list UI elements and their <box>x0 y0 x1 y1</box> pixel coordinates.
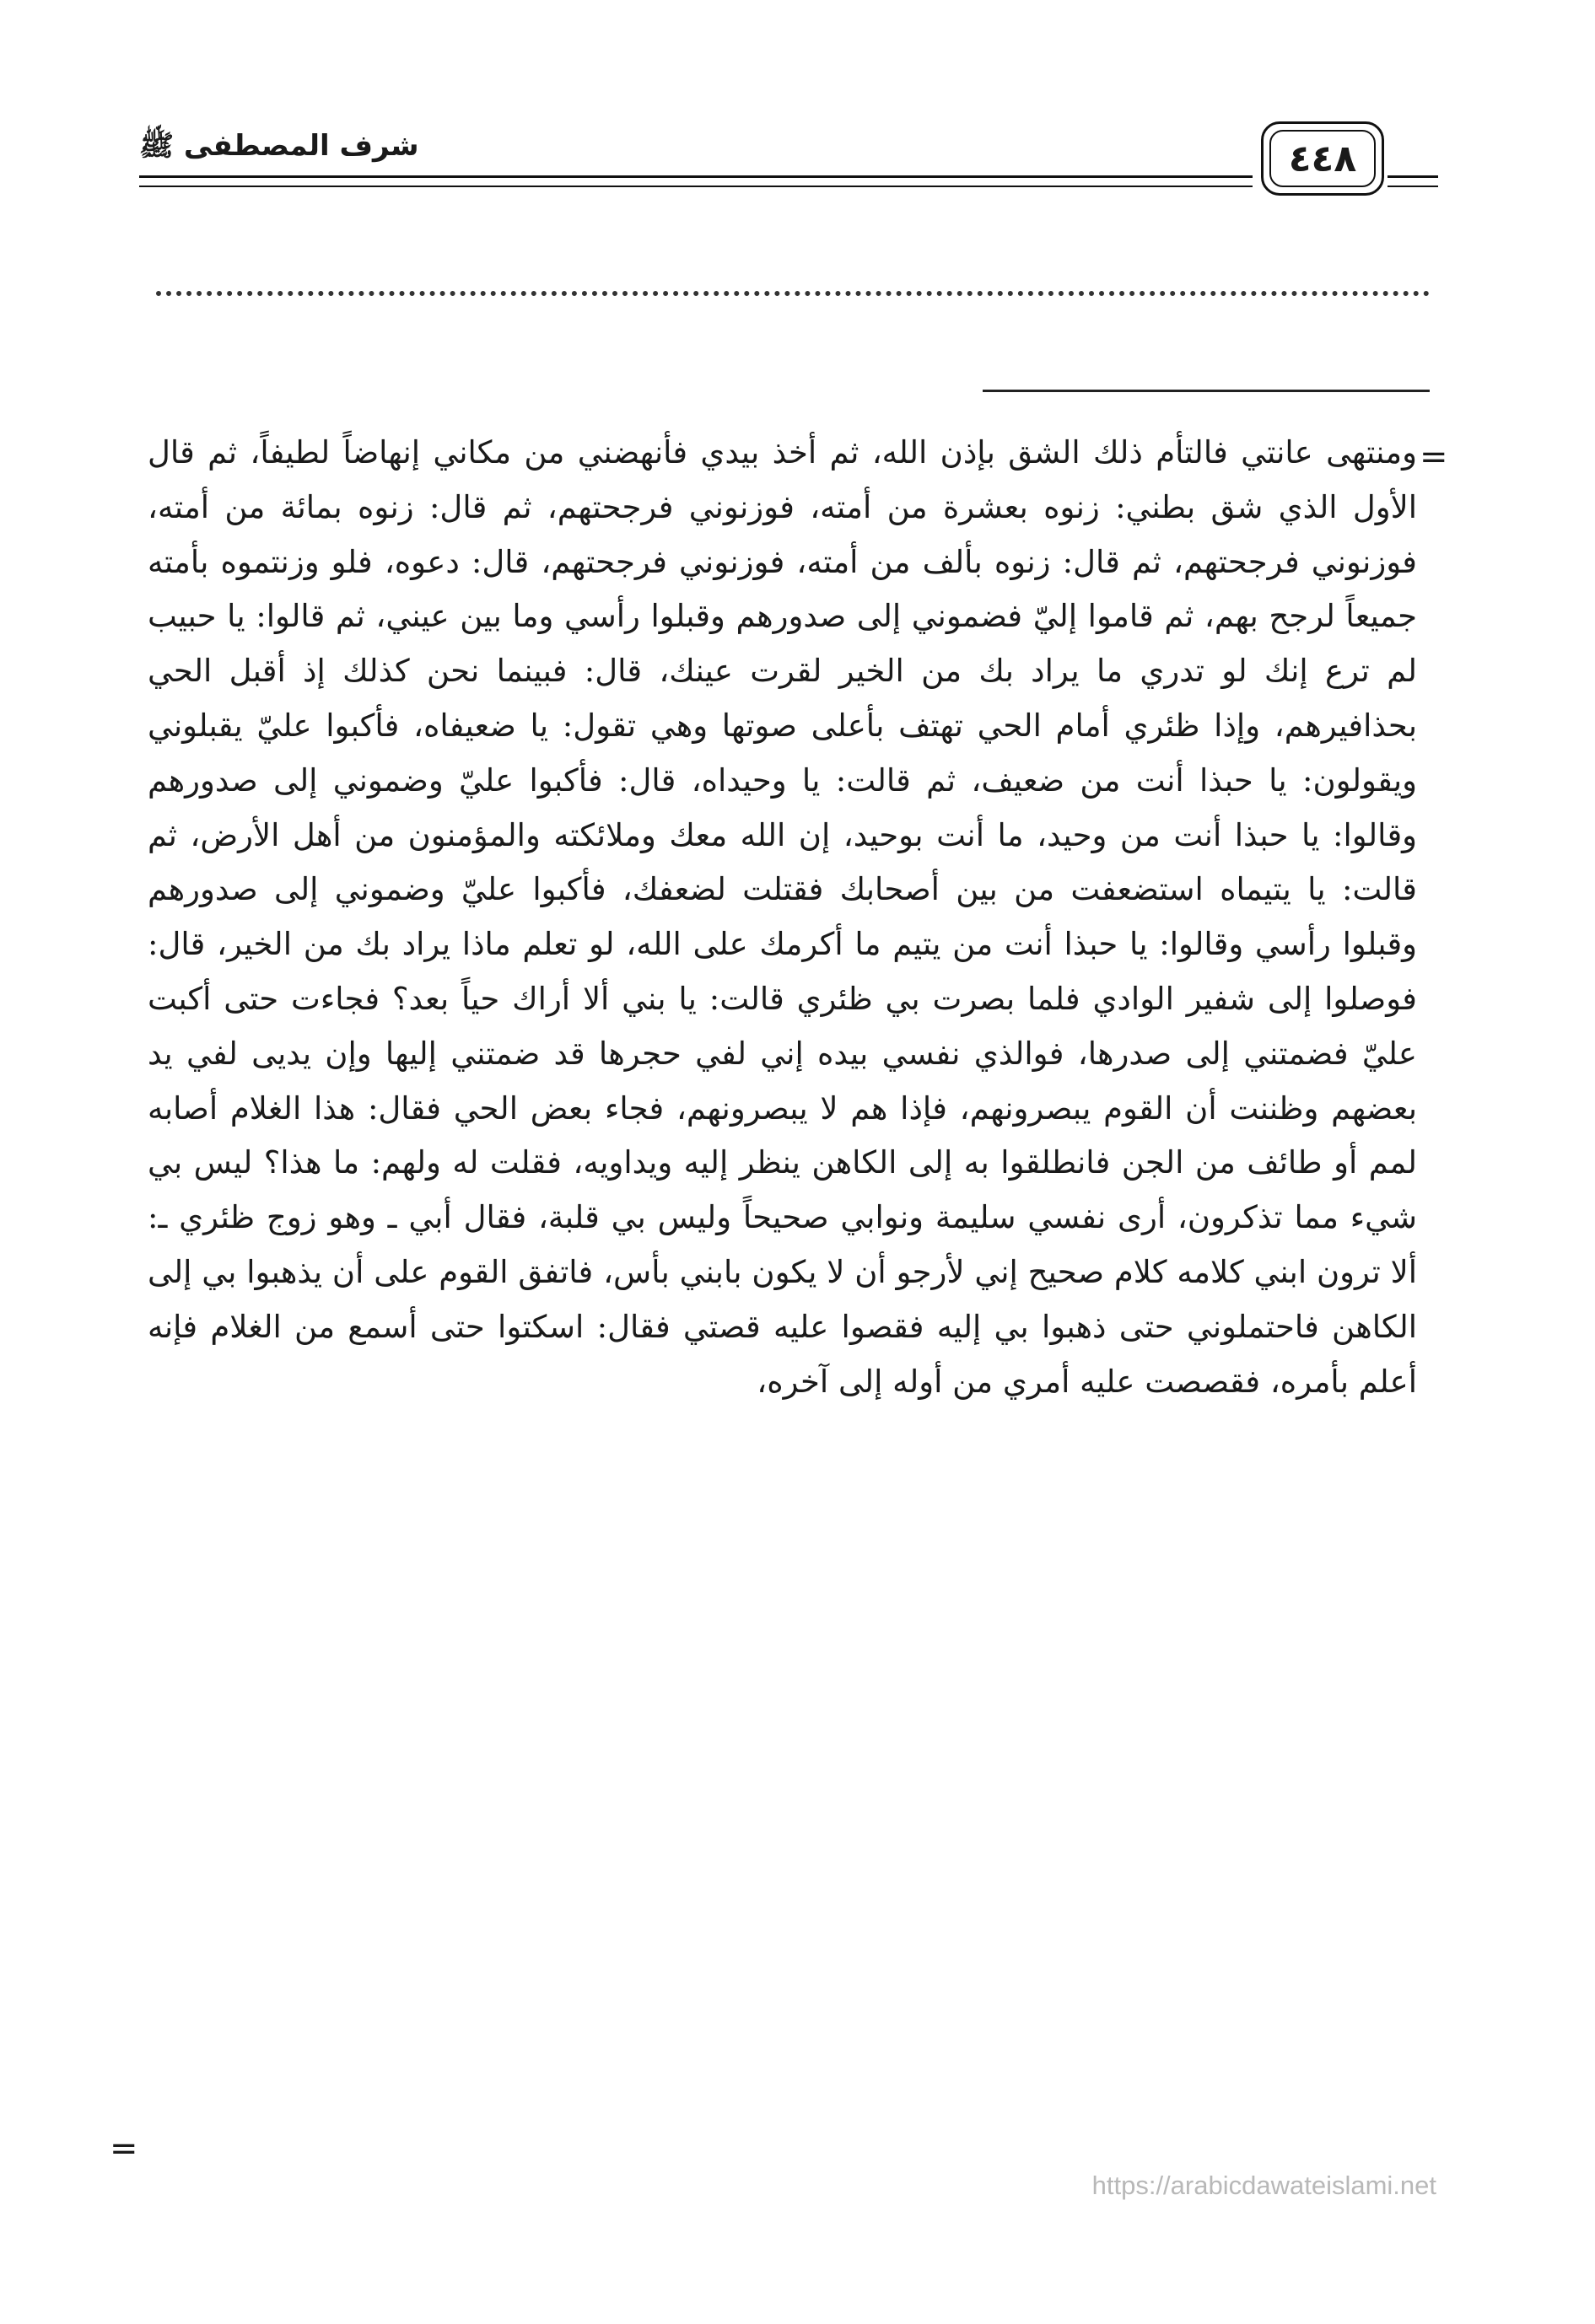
dotted-separator <box>156 291 1430 296</box>
continuation-mark: = <box>110 2129 138 2168</box>
running-title: شرف المصطفى ﷺ <box>139 129 419 163</box>
header-rule <box>1388 186 1438 187</box>
footnote-text: ومنتهى عانتي فالتأم ذلك الشق بإذن الله، ثم أخذ بيدي فأنهضني من مكاني إنهاضاً لطيفاً، ثم قال الأول الذي شق بطني: زنوه بعشرة من أمته، فوزنوني فرجحتهم، ثم قال: زنوه بمائة من أمته، فوزنوني فرجحتهم، ثم قال: زنوه بألف من أمته، فوزنوني فرجحتهم، قال: دعوه، فلو وزنتموه بأمته جميعاً لرجح بهم، ثم قاموا إليّ فضموني إلى صدورهم وقبلوا رأسي وما بين عيني، ثم قالوا: يا حبيب لم ترع إنك لو تدري ما يراد بك من الخير لقرت عينك، قال: فبينما نحن كذلك إذ أقبل الحي بحذافيرهم، وإذا ظئري أمام الحي تهتف بأعلى صوتها وهي تقول: يا ضعيفاه، فأكبوا عليّ يقبلوني ويقولون: يا حبذا أنت من ضعيف، ثم قالت: يا وحيداه، قال: فأكبوا عليّ وضموني إلى صدورهم وقالوا: يا حبذا أنت من وحيد، ما أنت بوحيد، إن الله معك وملائكته والمؤمنون من أهل الأرض، ثم قالت: يا يتيماه استضعفت من بين أصحابك فقتلت لضعفك، فأكبوا عليّ وضموني إلى صدورهم وقبلوا رأسي وقالوا: يا حبذا أنت من يتيم ما أكرمك على الله، لو تعلم ماذا يراد بك من الخير، قال: فوصلوا إلى شفير الوادي فلما بصرت بي ظئري قالت: يا بني ألا أراك حياً بعد؟ فجاءت حتى أكبت عليّ فضمتني إلى صدرها، فوالذي نفسي بيده إني لفي حجرها قد ضمتني إليها وإن يديى لفي يد بعضهم وظننت أن القوم يبصرونهم، فإذا هم لا يبصرونهم، فجاء بعض الحي فقال: هذا الغلام أصابه لمم أو طائف من الجن فانطلقوا به إلى الكاهن ينظر إليه ويداويه، فقلت له ولهم: ما هذا؟ ليس بي شيء مما تذكرون، أرى نفسي سليمة ونوابي صحيحاً وليس بي قلبة، فقال أبي ـ وهو زوج ظئري ـ: ألا ترون ابني كلامه كلام صحيح إني لأرجو أن لا يكون بابني بأس، فاتفق القوم على أن يذهبوا بي إلى الكاهن فاحتملوني حتى ذهبوا بي إليه فقصوا عليه قصتي فقال: اسكتوا حتى أسمع من الغلام فإنه أعلم بأمره، فقصصت عليه أمري من أوله إلى آخره، <box>148 434 1417 1400</box>
header-rule <box>1388 175 1438 178</box>
page-number: ٤٤٨ <box>1269 130 1376 187</box>
header-rule <box>139 175 1253 178</box>
footnote-rule <box>983 390 1430 392</box>
header-rule <box>139 186 1253 187</box>
continuation-mark: = <box>1420 438 1448 476</box>
page-number-frame <box>1261 121 1384 196</box>
watermark: https://arabicdawateislami.net <box>1091 2171 1436 2200</box>
page-header <box>139 110 1438 202</box>
